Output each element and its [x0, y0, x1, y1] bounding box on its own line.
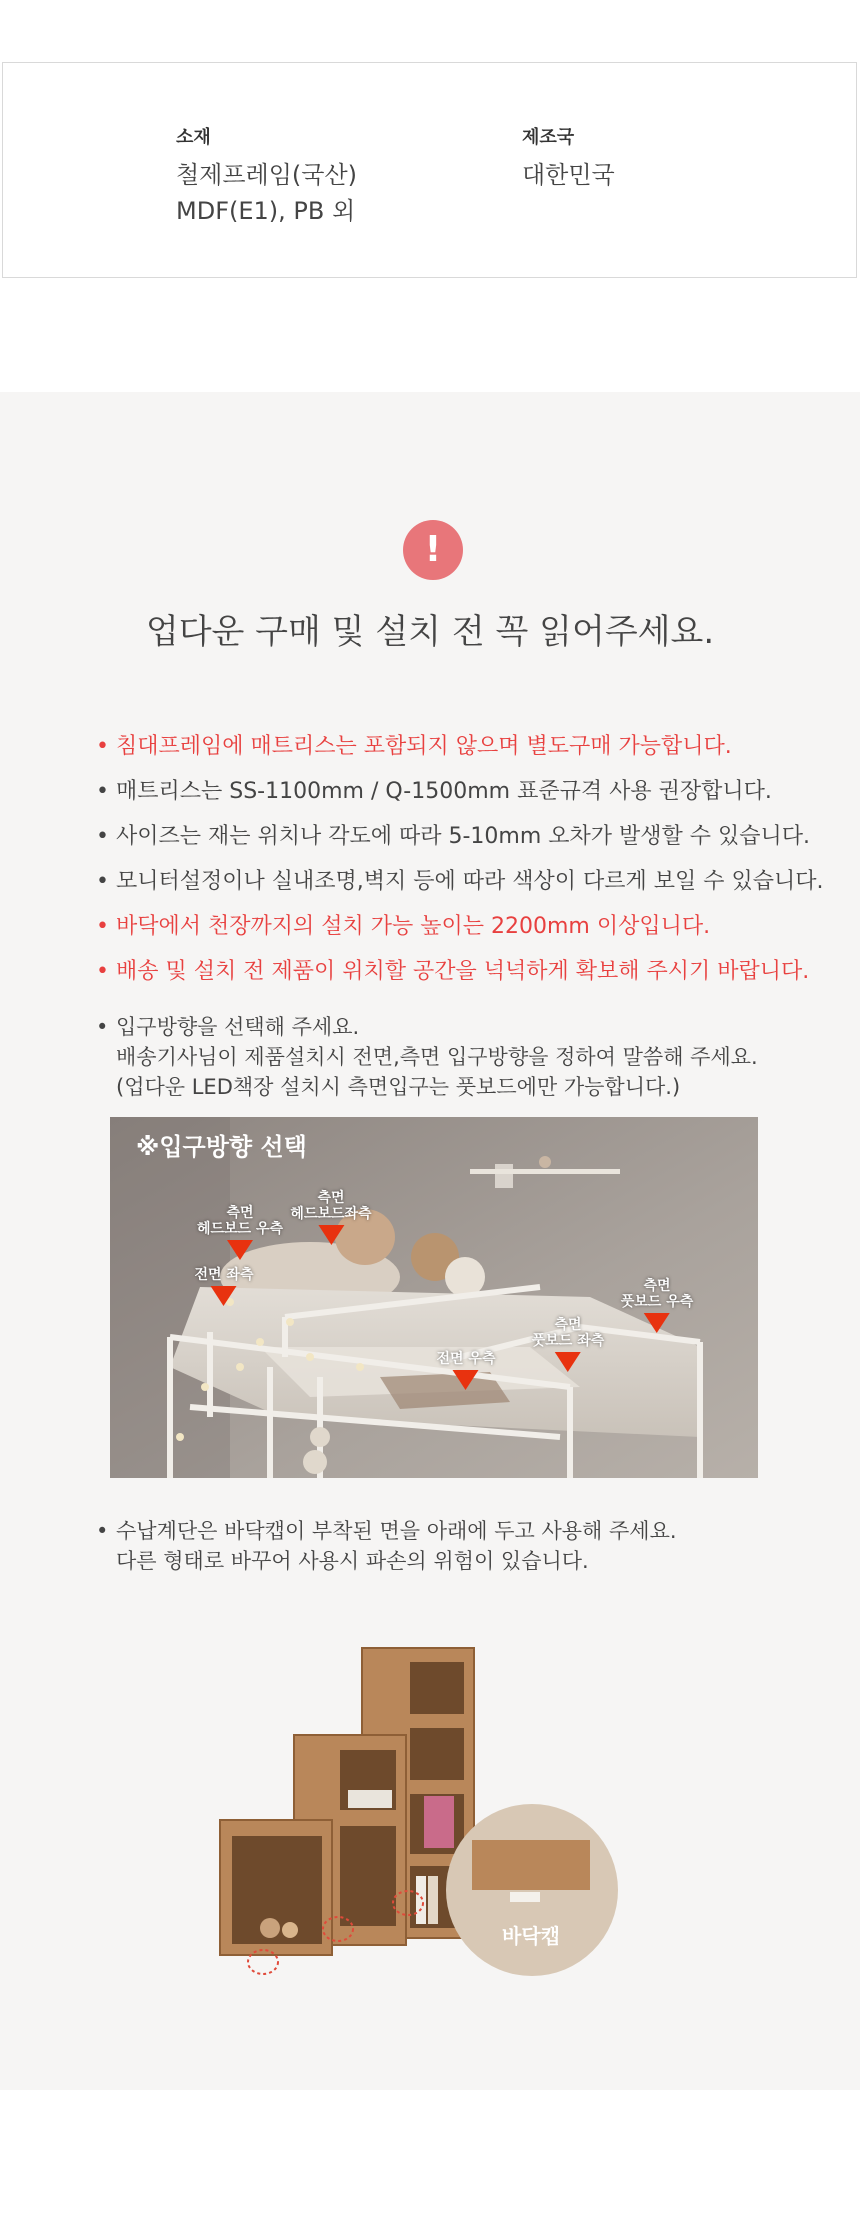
material-column	[176, 125, 357, 229]
stair-usage-line: • 수납계단은 바닥캡이 부착된 면을 아래에 두고 사용해 주세요.	[116, 1519, 677, 1543]
notice-heading: 업다운 구매 및 설치 전 꼭 읽어주세요.	[145, 612, 715, 652]
marker-label: 측면	[643, 1278, 671, 1294]
entry-marker-headboard-left[interactable]	[290, 1190, 371, 1245]
arrow-down-icon	[211, 1286, 237, 1306]
marker-label: 전면 좌측	[194, 1267, 254, 1283]
entry-marker-footboard-left[interactable]	[532, 1317, 605, 1372]
marker-label: 헤드보드좌측	[290, 1206, 372, 1222]
floor-cap-label: 바닥캡	[502, 1924, 560, 1948]
marker-label: 풋보드 좌측	[531, 1333, 605, 1349]
bullet-item: • 배송 및 설치 전 제품이 위치할 공간을 넉넉하게 확보해 주시기 바랍니다.	[96, 955, 816, 1000]
entry-direction-line: (업다운 LED책장 설치시 측면입구는 풋보드에만 가능합니다.)	[116, 1075, 681, 1099]
bullet-item: • 사이즈는 재는 위치나 각도에 따라 5-10mm 오차가 발생할 수 있습니다.	[96, 820, 816, 865]
marker-label: 측면	[317, 1190, 345, 1206]
marker-label: 풋보드 우측	[620, 1294, 694, 1310]
spec-table	[2, 62, 857, 278]
marker-label: 측면	[226, 1205, 254, 1221]
bullet-item: • 모니터설정이나 실내조명,벽지 등에 따라 색상이 다르게 보일 수 있습니다.	[96, 865, 816, 910]
bullet-item: • 침대프레임에 매트리스는 포함되지 않으며 별도구매 가능합니다.	[96, 730, 816, 775]
material-label: 소재	[176, 127, 211, 148]
marker-label: 측면	[554, 1317, 582, 1333]
marker-label: 전면 우측	[436, 1351, 496, 1367]
entry-marker-headboard-right[interactable]	[197, 1205, 283, 1260]
bedroom-photo	[110, 1117, 758, 1478]
entry-marker-front-right[interactable]	[437, 1351, 496, 1390]
arrow-down-icon	[644, 1313, 670, 1333]
entry-marker-front-left[interactable]	[195, 1267, 254, 1306]
entry-marker-footboard-right[interactable]	[621, 1278, 694, 1333]
exclamation-icon: !	[403, 520, 463, 580]
arrow-down-icon	[453, 1370, 479, 1390]
origin-value: 대한민국	[522, 161, 615, 189]
arrow-down-icon	[555, 1352, 581, 1372]
arrow-down-icon	[318, 1225, 344, 1245]
bullet-item: • 바닥에서 천장까지의 설치 가능 높이는 2200mm 이상입니다.	[96, 910, 816, 955]
origin-label: 제조국	[522, 127, 575, 148]
stair-usage-line: 다른 형태로 바꾸어 사용시 파손의 위험이 있습니다.	[116, 1549, 589, 1573]
entry-direction-line: 배송기사님이 제품설치시 전면,측면 입구방향을 정하여 말씀해 주세요.	[116, 1045, 758, 1069]
entry-direction-note	[96, 1012, 758, 1102]
arrow-down-icon	[227, 1240, 253, 1260]
origin-column	[522, 125, 615, 193]
photo-title: ※입구방향 선택	[136, 1133, 307, 1161]
entry-direction-line: • 입구방향을 선택해 주세요.	[116, 1015, 360, 1039]
notice-bullet-list	[96, 730, 824, 1000]
marker-label: 헤드보드 우측	[196, 1221, 284, 1237]
stair-usage-note	[96, 1516, 677, 1576]
stair-shelf-illustration	[210, 1640, 630, 1980]
bullet-item: • 매트리스는 SS-1100mm / Q-1500mm 표준규격 사용 권장합니다.	[96, 775, 816, 820]
material-value: 철제프레임(국산) MDF(E1), PB 외	[176, 161, 358, 225]
